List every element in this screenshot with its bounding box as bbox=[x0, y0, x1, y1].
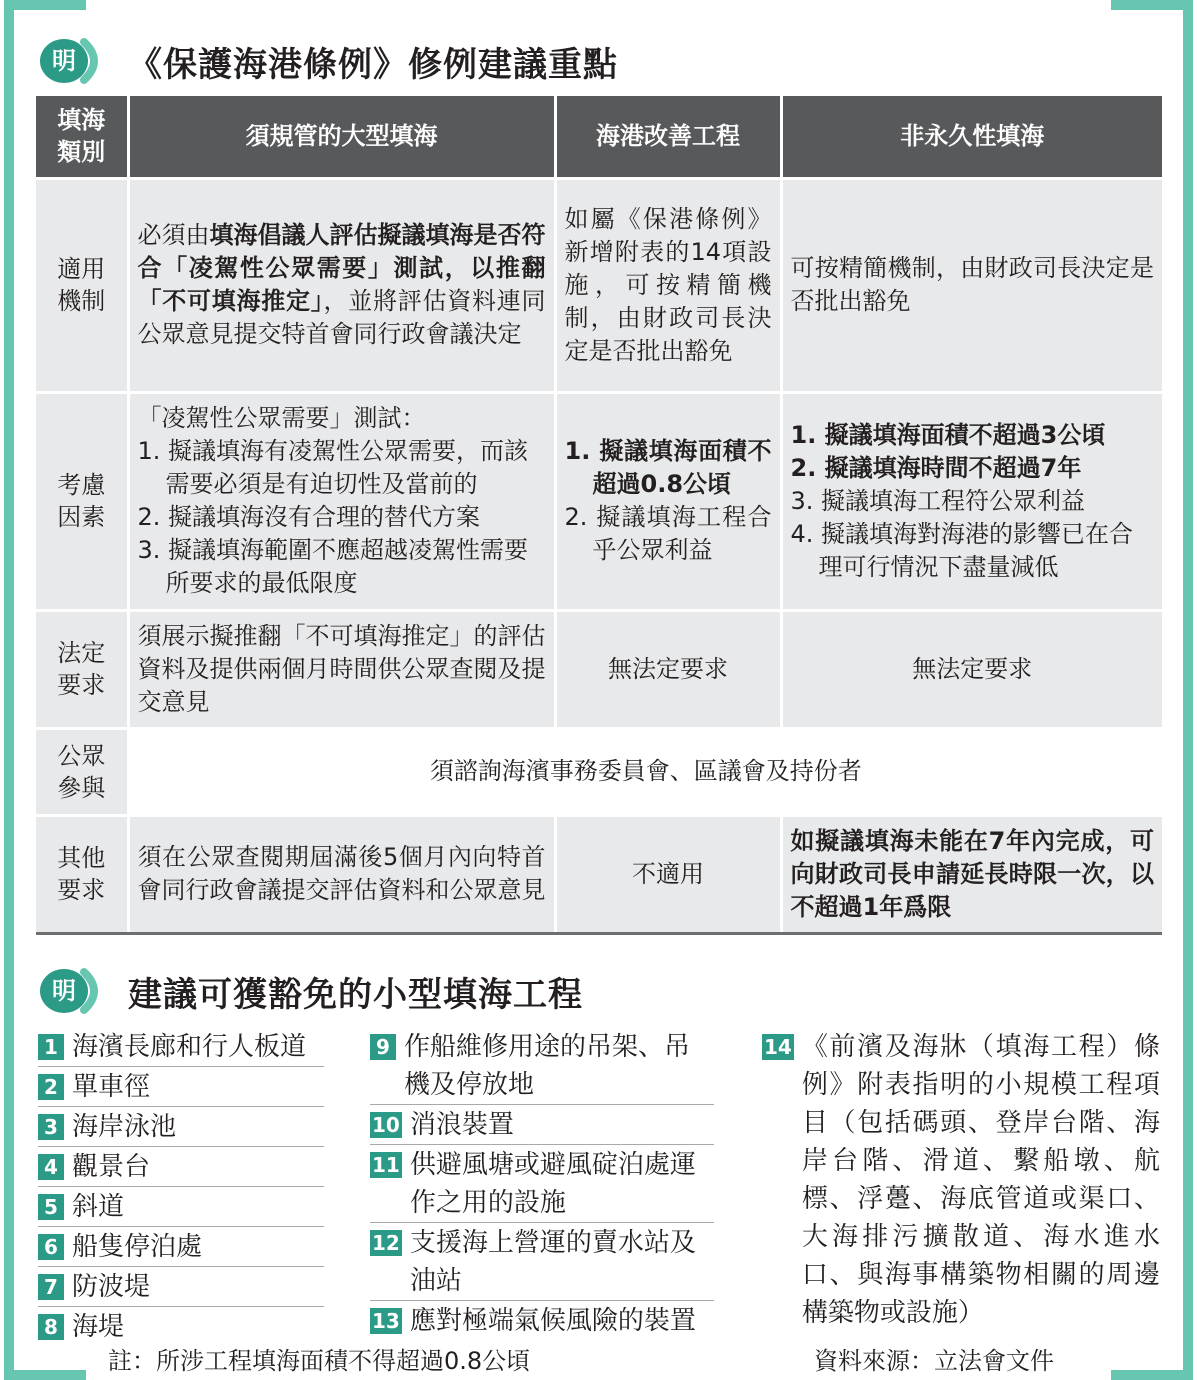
factor-major-3: 3. 擬議填海範圍不應超越凌駕性需要所要求的最低限度 bbox=[137, 536, 529, 597]
list-item: 11 供避風塘或避風碇泊處運作之用的設施 bbox=[370, 1146, 714, 1223]
factor-nonperm-1: 1. 擬議填海面積不超過3公頃 bbox=[790, 420, 1106, 449]
factor-major-2: 2. 擬議填海沒有合理的替代方案 bbox=[137, 503, 481, 531]
exemption-list-col1 bbox=[38, 1028, 324, 1347]
footer-source: 資料來源：立法會文件 bbox=[814, 1347, 1054, 1375]
mechanism-nonpermanent: 可按精簡機制，由財政司長決定是否批出豁免 bbox=[781, 178, 1162, 392]
header-category bbox=[36, 96, 128, 178]
table-row-statutory bbox=[36, 610, 1162, 728]
other-nonpermanent: 如擬議填海未能在7年內完成，可向財政司長申請延長時限一次，以不超過1年爲限 bbox=[781, 815, 1162, 933]
footer-note: 註：所涉工程填海面積不得超過0.8公頃 bbox=[108, 1347, 531, 1375]
other-major: 須在公眾查閱期屆滿後5個月內向特首會同行政會議提交評估資料和公眾意見 bbox=[128, 815, 555, 933]
table-header-row bbox=[36, 96, 1162, 178]
section1-title: 《保護海港條例》修例建議重點 bbox=[128, 44, 618, 85]
list-item: 10 消浪裝置 bbox=[370, 1106, 714, 1145]
table-row-other bbox=[36, 815, 1162, 933]
list-item: 4 觀景台 bbox=[38, 1148, 324, 1187]
frame-top-left bbox=[4, 0, 86, 10]
table-row-factors bbox=[36, 392, 1162, 610]
factors-nonpermanent bbox=[781, 392, 1162, 610]
list-item: 5 斜道 bbox=[38, 1188, 324, 1227]
table-row-public bbox=[36, 728, 1162, 815]
list-item: 7 防波堤 bbox=[38, 1268, 324, 1307]
header-non-permanent: 非永久性填海 bbox=[781, 96, 1162, 178]
statutory-harbour: 無法定要求 bbox=[555, 610, 781, 728]
ming-badge-icon: 明 bbox=[38, 36, 118, 86]
statutory-nonpermanent: 無法定要求 bbox=[781, 610, 1162, 728]
factor-nonperm-3: 3. 擬議填海工程符公眾利益 bbox=[790, 486, 1086, 515]
table-row-mechanism bbox=[36, 178, 1162, 392]
reclamation-table bbox=[36, 96, 1162, 935]
list-item: 3 海岸泳池 bbox=[38, 1108, 324, 1147]
frame-left-bar bbox=[4, 0, 14, 1380]
header-category-text: 填海 類別 bbox=[57, 106, 106, 167]
factor-nonperm-2: 2. 擬議填海時間不超過7年 bbox=[790, 453, 1082, 482]
frame-right-bar bbox=[1183, 0, 1193, 1380]
list-item: 14 《前濱及海牀（填海工程）條例》附表指明的小規模工程項目（包括碼頭、登岸台階、海岸台階、滑道、繫船墩、航標、浮躉、海底管道或渠口、大海排污擴散道、海水進水口、與海事構築物相關的周邊構築物或設施） bbox=[764, 1032, 1160, 1328]
factors-major: 「凌駕性公眾需要」測試： 1. 擬議填海有凌駕性公眾需要，而該需要必須是有迫切性及當前的 2. 擬議填海沒有合理的替代方案 3. 擬議填海範圍不應超越凌駕性需要所要求的最低限度 bbox=[128, 392, 555, 610]
header-harbour-enhancement: 海港改善工程 bbox=[555, 96, 781, 178]
frame-bottom-left bbox=[4, 1370, 86, 1380]
public-participation: 須諮詢海濱事務委員會、區議會及持份者 bbox=[128, 728, 1162, 815]
mechanism-harbour: 如屬《保港條例》新增附表的14項設施，可按精簡機制，由財政司長決定是否批出豁免 bbox=[555, 178, 781, 392]
factors-harbour bbox=[555, 392, 781, 610]
exemption-list-col3 bbox=[762, 1028, 1160, 1333]
list-item: 1 海濱長廊和行人板道 bbox=[38, 1028, 324, 1067]
list-item: 8 海堤 bbox=[38, 1308, 324, 1346]
section1-header bbox=[38, 36, 618, 86]
section2-header bbox=[38, 966, 583, 1016]
row-label-public: 公眾 參與 bbox=[36, 728, 128, 815]
statutory-major: 須展示擬推翻「不可填海推定」的評估資料及提供兩個月時間供公眾查閱及提交意見 bbox=[128, 610, 555, 728]
row-label-mechanism: 適用 機制 bbox=[36, 178, 128, 392]
factor-harbour-1: 1. 擬議填海面積不超過0.8公頃 bbox=[564, 437, 772, 498]
list-item: 13 應對極端氣候風險的裝置 bbox=[372, 1306, 696, 1336]
factor-nonperm-4: 4. 擬議填海對海港的影響已在合理可行情況下盡量減低 bbox=[790, 519, 1134, 581]
exemption-list-col2 bbox=[370, 1028, 714, 1341]
factor-harbour-2: 2. 擬議填海工程合乎公眾利益 bbox=[564, 503, 772, 564]
ming-badge-icon: 明 bbox=[38, 966, 118, 1016]
frame-top-right bbox=[1111, 0, 1193, 10]
row-label-statutory: 法定 要求 bbox=[36, 610, 128, 728]
list-item: 2 單車徑 bbox=[38, 1068, 324, 1107]
section2-title: 建議可獲豁免的小型填海工程 bbox=[128, 974, 583, 1015]
header-major-reclamation: 須規管的大型填海 bbox=[128, 96, 555, 178]
row-label-factors: 考慮 因素 bbox=[36, 392, 128, 610]
row-label-other: 其他 要求 bbox=[36, 815, 128, 933]
factor-major-1: 1. 擬議填海有凌駕性公眾需要，而該需要必須是有迫切性及當前的 bbox=[137, 437, 529, 498]
list-item: 12 支援海上營運的賣水站及油站 bbox=[370, 1224, 714, 1301]
other-harbour: 不適用 bbox=[555, 815, 781, 933]
list-item: 6 船隻停泊處 bbox=[38, 1228, 324, 1267]
list-item: 9 作船維修用途的吊架、吊機及停放地 bbox=[370, 1028, 714, 1105]
frame-bottom-right bbox=[1111, 1370, 1193, 1380]
mechanism-major: 必須由填海倡議人評估擬議填海是否符合「凌駕性公眾需要」測試，以推翻「不可填海推定」，並將評估資料連同公眾意見提交特首會同行政會議決定 bbox=[128, 178, 555, 392]
